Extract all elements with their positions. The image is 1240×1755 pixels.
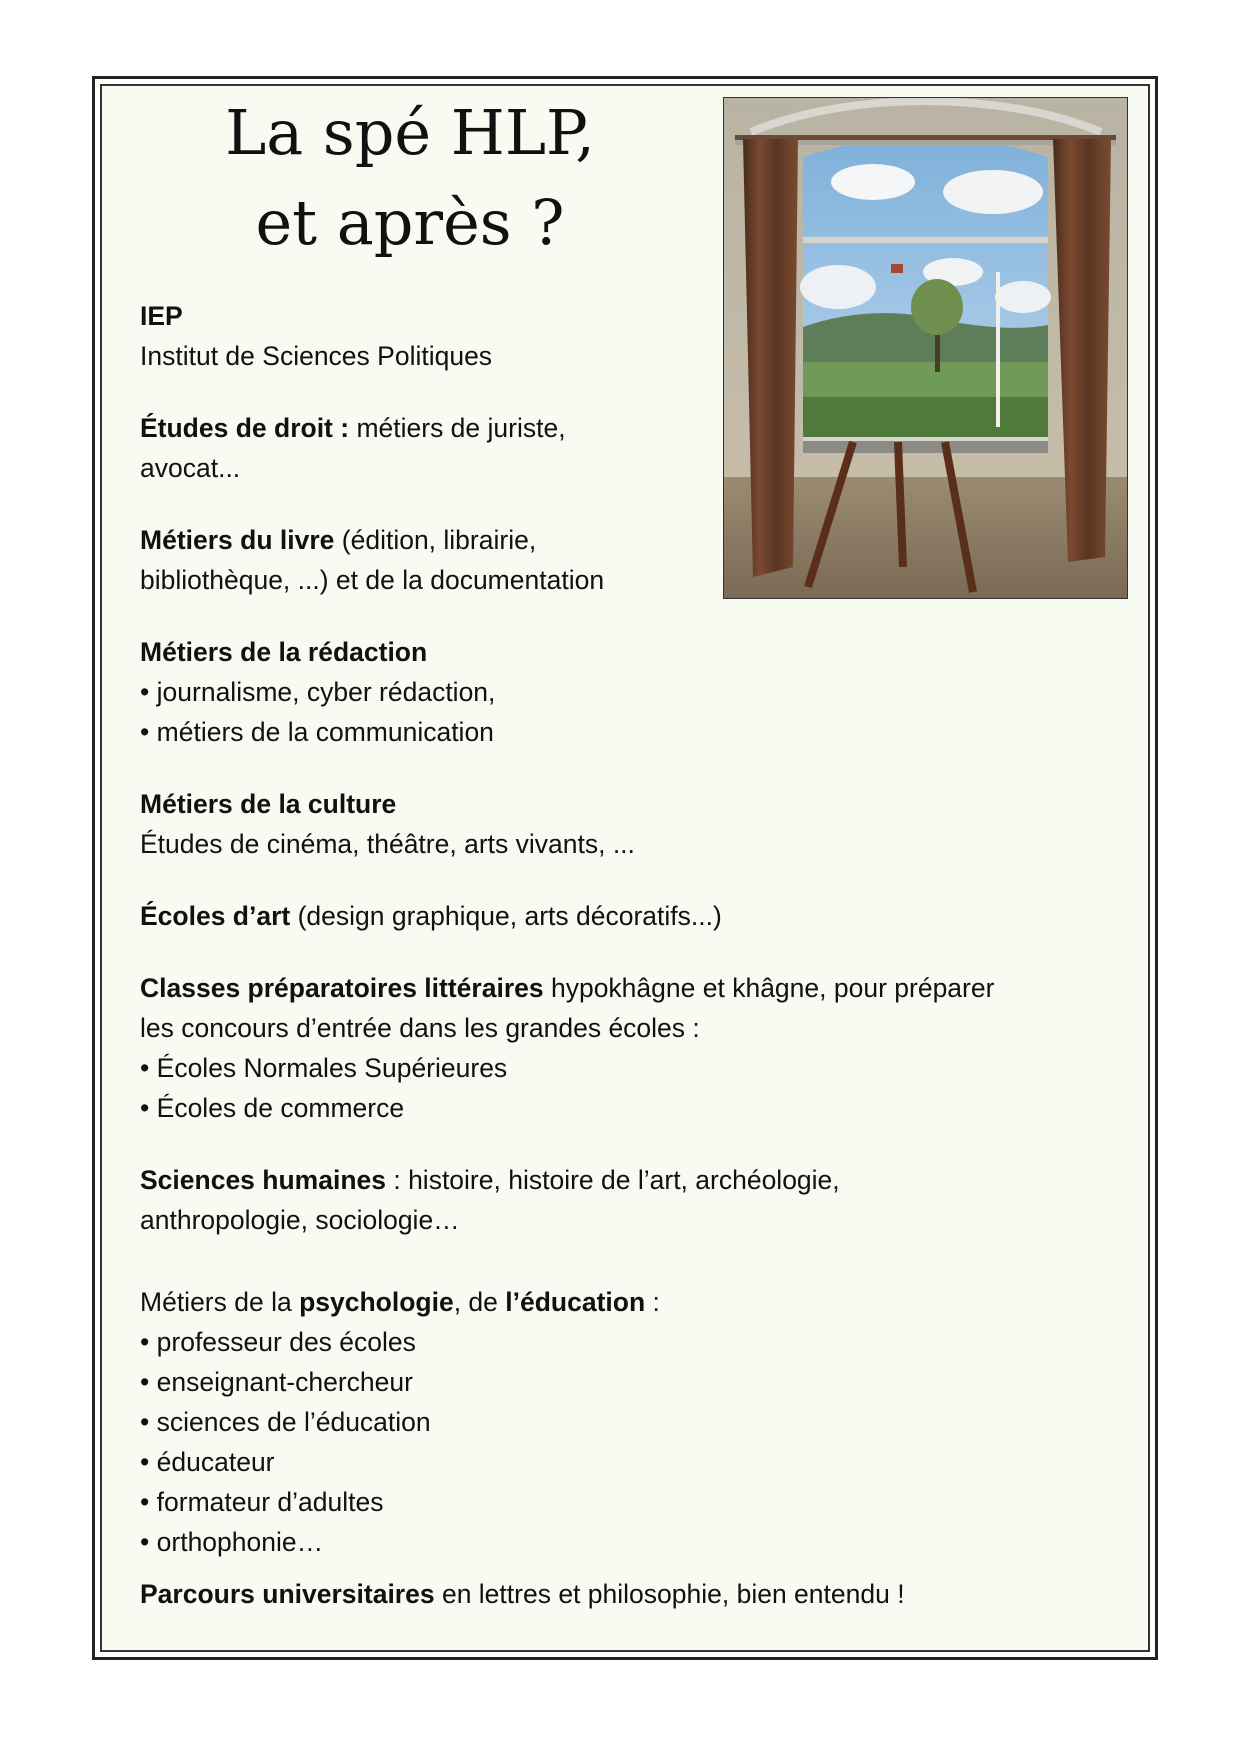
section-redaction-heading: Métiers de la rédaction	[140, 637, 428, 667]
section-livre-text-1: (édition, librairie,	[334, 525, 537, 555]
section-psycho-bold-1: psychologie	[299, 1287, 454, 1317]
section-livre	[140, 520, 1130, 600]
section-iep	[140, 296, 1130, 376]
list-item: • journalisme, cyber rédaction,	[140, 677, 496, 707]
list-item: • sciences de l’éducation	[140, 1407, 431, 1437]
title-line-1: La spé HLP,	[225, 96, 595, 169]
section-prepa	[140, 968, 1130, 1128]
section-psycho-suffix: :	[645, 1287, 660, 1317]
section-culture-heading: Métiers de la culture	[140, 789, 397, 819]
section-art-heading: Écoles d’art	[140, 901, 291, 931]
section-prepa-text-2: les concours d’entrée dans les grandes écoles :	[140, 1013, 700, 1043]
section-psycho-mid: , de	[453, 1287, 506, 1317]
list-item: • métiers de la communication	[140, 717, 494, 747]
list-item: • enseignant-chercheur	[140, 1367, 413, 1397]
content-body	[140, 296, 1130, 1614]
section-redaction	[140, 632, 1130, 752]
section-prepa-heading: Classes préparatoires littéraires	[140, 973, 544, 1003]
section-sciences	[140, 1160, 1130, 1240]
section-psycho-prefix: Métiers de la	[140, 1287, 300, 1317]
section-iep-text: Institut de Sciences Politiques	[140, 341, 493, 371]
section-iep-heading: IEP	[140, 301, 183, 331]
title-line-2: et après ?	[255, 186, 565, 259]
section-culture-text: Études de cinéma, théâtre, arts vivants, ...	[140, 829, 635, 859]
section-sciences-text-2: anthropologie, sociologie…	[140, 1205, 460, 1235]
list-item: • professeur des écoles	[140, 1327, 416, 1357]
section-droit-text-2: avocat...	[140, 453, 241, 483]
section-parcours-heading: Parcours universitaires	[140, 1579, 435, 1609]
section-sciences-heading: Sciences humaines	[140, 1165, 386, 1195]
list-item: • orthophonie…	[140, 1527, 324, 1557]
list-item: • éducateur	[140, 1447, 275, 1477]
section-parcours	[140, 1574, 1130, 1614]
section-droit-heading: Études de droit :	[140, 413, 350, 443]
section-livre-heading: Métiers du livre	[140, 525, 335, 555]
section-livre-text-2: bibliothèque, ...) et de la documentation	[140, 565, 605, 595]
section-sciences-text-1: : histoire, histoire de l’art, archéologie,	[385, 1165, 840, 1195]
list-item: • Écoles de commerce	[140, 1093, 405, 1123]
section-droit-text-1: métiers de juriste,	[349, 413, 566, 443]
section-culture	[140, 784, 1130, 864]
section-prepa-text-1: hypokhâgne et khâgne, pour préparer	[543, 973, 995, 1003]
list-item: • formateur d’adultes	[140, 1487, 384, 1517]
section-parcours-text: en lettres et philosophie, bien entendu !	[434, 1579, 905, 1609]
section-droit	[140, 408, 1130, 488]
section-art	[140, 896, 1130, 936]
section-psycho-bold-2: l’éducation	[505, 1287, 646, 1317]
section-psycho	[140, 1282, 1130, 1562]
page-title	[170, 88, 650, 268]
list-item: • Écoles Normales Supérieures	[140, 1053, 508, 1083]
section-art-text: (design graphique, arts décoratifs...)	[290, 901, 722, 931]
